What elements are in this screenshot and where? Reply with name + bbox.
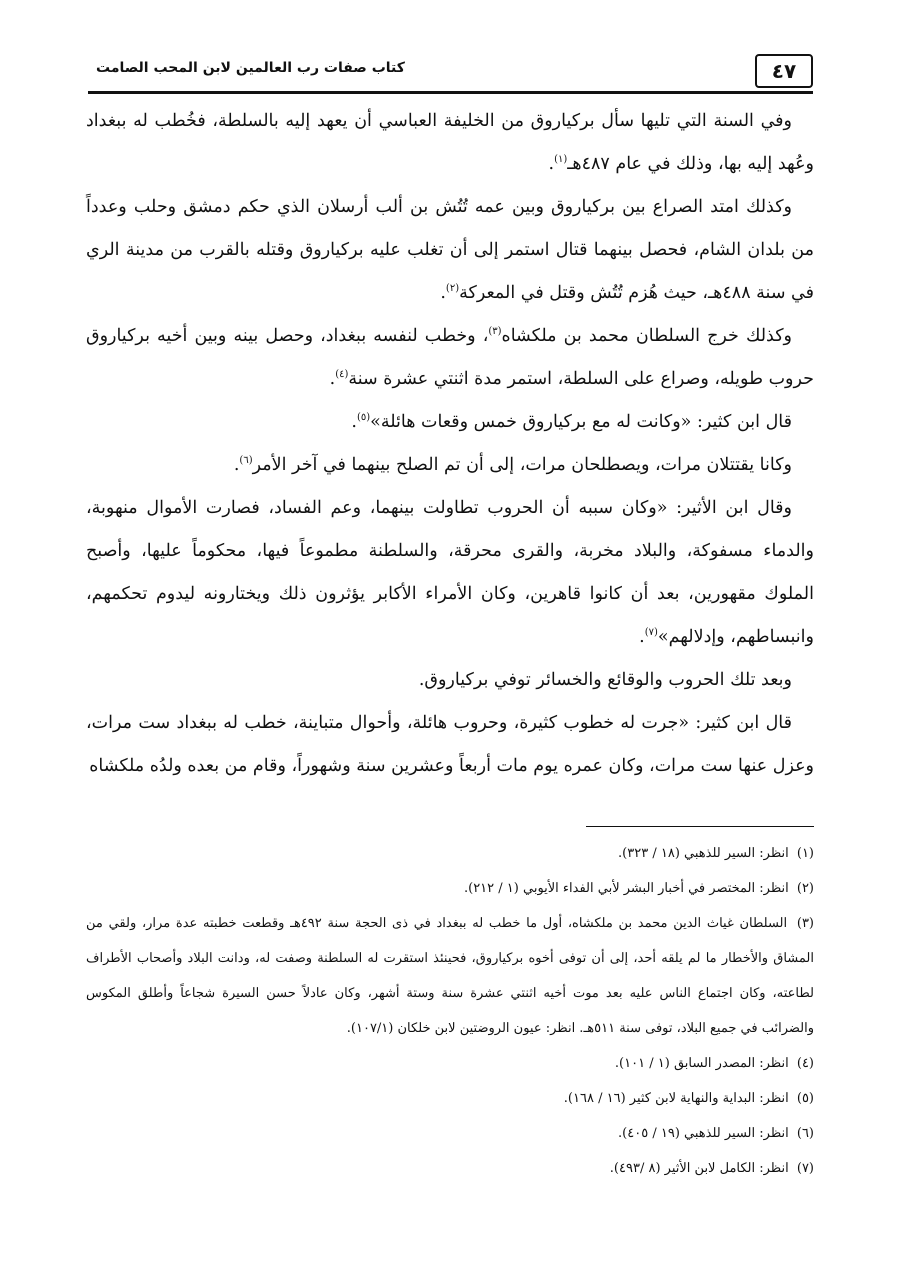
footnote-text: انظر: السير للذهبي (١٩ / ٤٠٥). bbox=[618, 1126, 789, 1141]
footnote bbox=[86, 836, 814, 871]
paragraph: وفي السنة التي تليها سأل بركياروق من الخليفة العباسي أن يعهد إليه بالسلطة، فخُطب له ببغداد وعُهد إليه بها، وذلك في عام ٤٨٧هـ$^{(١)}$. bbox=[86, 111, 814, 174]
paragraph: وكذلك خرج السلطان محمد بن ملكشاه$^{(٣)}$، وخطب لنفسه ببغداد، وحصل بينه وبين أخيه بركياروق حروب طويله، وصراع على السلطة، استمر مدة اثنتي عشرة سنة$^{(٤)}$. bbox=[86, 326, 814, 389]
footnote-separator bbox=[586, 826, 814, 827]
footnote-number: (٧) bbox=[796, 1161, 814, 1176]
footnote-text: انظر: الكامل لابن الأثير (٨ /٤٩٣). bbox=[609, 1161, 789, 1176]
footnote-text: انظر: المصدر السابق (١ / ١٠١). bbox=[614, 1056, 789, 1071]
footnote-ref: (٦) bbox=[239, 455, 253, 467]
footnote-text: انظر: السير للذهبي (١٨ / ٣٢٣). bbox=[618, 846, 789, 861]
footnote bbox=[86, 906, 814, 1046]
paragraph: وبعد تلك الحروب والوقائع والخسائر توفي بركياروق. bbox=[418, 670, 792, 690]
footnote-text: انظر: المختصر في أخبار البشر لأبي الفداء الأيوبي (١ / ٢١٢). bbox=[463, 881, 789, 896]
footnote-ref: (٥) bbox=[356, 412, 371, 424]
footnote bbox=[86, 1151, 814, 1186]
paragraph: وقال ابن الأثير: «وكان سببه أن الحروب تطاولت بينهما، وعم الفساد، فصارت الأموال منهوبة، والدماء مسفوكة، والبلاد مخربة، والقرى محرقة، والسلطنة مطموعاً فيها، محكوماً عليها، وأصبح الملوك مقهورين، بعد أن كانوا قاهرين، وكان الأمراء الأكابر يؤثرون ذلك ويختارونه ليدوم تحكمهم، وانبساطهم، وإدلالهم»$^{(٧)}$. bbox=[86, 498, 814, 647]
footnote-number: (٣) bbox=[796, 916, 814, 931]
running-title: كتاب صفات رب العالمين لابن المحب الصامت bbox=[96, 60, 405, 76]
page-number: ٤٧ bbox=[755, 54, 813, 88]
footnote-ref: (٧) bbox=[644, 627, 658, 639]
paragraph: وكذلك امتد الصراع بين بركياروق وبين عمه تُتُش بن ألب أرسلان الذي حكم دمشق وحلب وعدداً من بلدان الشام، فحصل بينهما قتال استمر إلى أن تغلب عليه بركياروق وقتله بالقرب من مدينة الري في سنة ٤٨٨هـ، حيث هُزم تُتُش وقتل في المعركة$^{(٢)}$. bbox=[86, 197, 814, 303]
footnote-ref: (٣) bbox=[488, 326, 502, 338]
paragraph: قال ابن كثير: «جرت له خطوب كثيرة، وحروب هائلة، وأحوال متباينة، خطب له ببغداد ست مرات، وعزل عنها ست مرات، وكان عمره يوم مات أربعاً وعشرين سنة وشهوراً، وقام من بعده ولدُه ملكشاه bbox=[86, 713, 814, 776]
footnote-number: (٤) bbox=[796, 1056, 814, 1071]
footnote-ref: (١) bbox=[554, 154, 568, 166]
main-text bbox=[86, 100, 814, 788]
footnote-ref: (٢) bbox=[445, 283, 460, 295]
paragraph: قال ابن كثير: «وكانت له مع بركياروق خمس وقعات هائلة»$^{(٥)}$. bbox=[351, 412, 792, 432]
footnote bbox=[86, 1116, 814, 1151]
footnote bbox=[86, 1046, 814, 1081]
footnote bbox=[86, 871, 814, 906]
footnote-number: (٦) bbox=[796, 1126, 814, 1141]
footnote-ref: (٤) bbox=[335, 369, 349, 381]
paragraph: وكانا يقتتلان مرات، ويصطلحان مرات، إلى أن تم الصلح بينهما في آخر الأمر$^{(٦)}$. bbox=[233, 455, 792, 475]
footnotes bbox=[86, 836, 814, 1186]
page-header bbox=[88, 50, 813, 90]
footnote-number: (١) bbox=[796, 846, 814, 861]
header-rule bbox=[88, 91, 813, 94]
footnote-text: انظر: البداية والنهاية لابن كثير (١٦ / ١٦٨). bbox=[563, 1091, 789, 1106]
footnote bbox=[86, 1081, 814, 1116]
footnote-number: (٥) bbox=[796, 1091, 814, 1106]
footnote-number: (٢) bbox=[796, 881, 814, 896]
footnote-text: السلطان غياث الدين محمد بن ملكشاه، أول ما خطب له ببغداد في ذى الحجة سنة ٤٩٢هـ وقطعت خطبته عدة مرار، ولقي من المشاق والأخطار ما لم يلقه أحد، إلى أن توفى أخوه بركياروق، فحينئذ استقرت له السلطنة وصفت له، ودانت البلاد وأصحاب الأطراف لطاعته، وكان اجتماع الناس عليه بعد موت أخيه اثنتي عشرة سنة وستة أشهر، وكان عادلاً حسن السيرة شجاعاً وأطلق المكوس والضرائب في جميع البلاد، توفى سنة ٥١١هـ. انظر: عيون الروضتين لابن خلكان (١٠٧/١). bbox=[86, 916, 814, 1036]
